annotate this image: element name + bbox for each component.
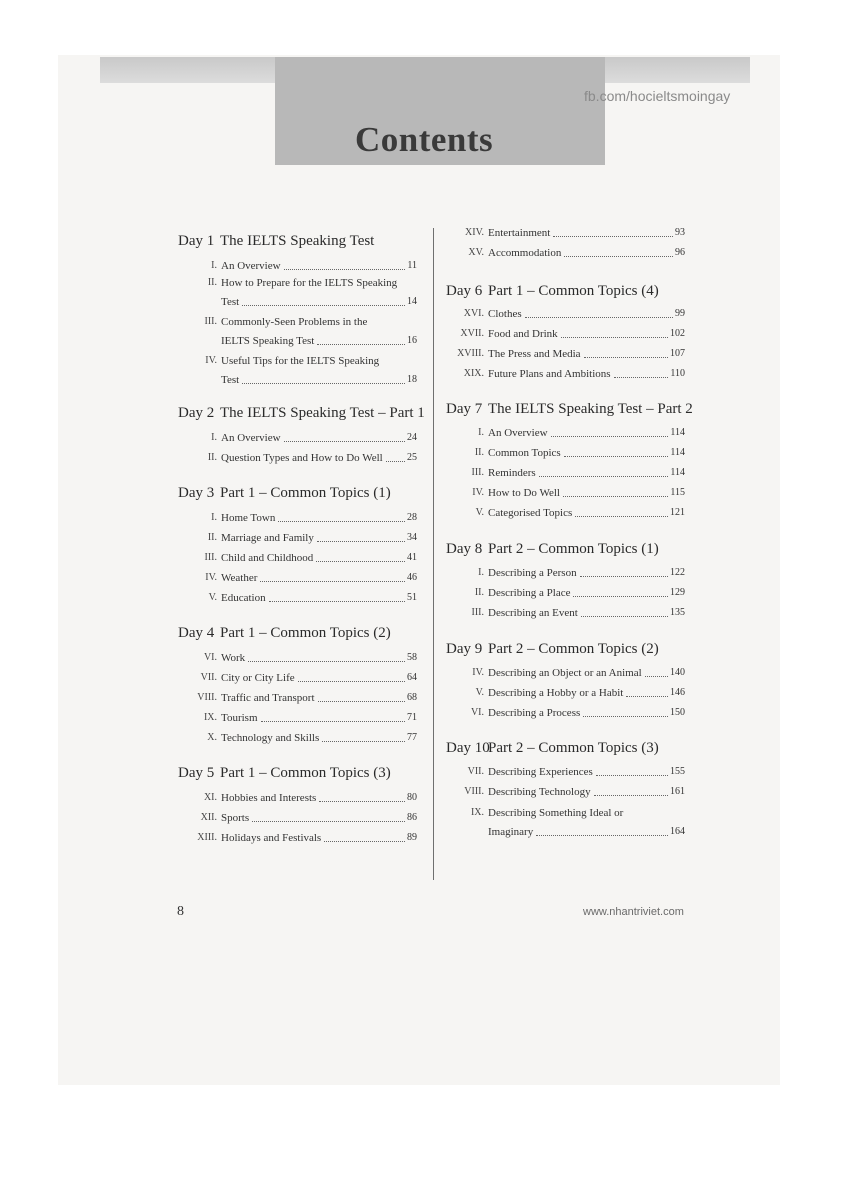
toc-entry-label: Accommodation	[488, 247, 562, 259]
toc-entry-page: 68	[407, 692, 417, 703]
toc-entry-label: Test	[221, 296, 240, 308]
watermark[interactable]: fb.com/hocieltsmoingay	[584, 88, 731, 104]
toc-entry-line	[221, 334, 417, 348]
toc-entry-number: II.	[207, 532, 217, 543]
leader-dots	[242, 383, 405, 384]
toc-entry-page: 41	[407, 552, 417, 563]
toc-entry-label: Traffic and Transport	[221, 692, 315, 704]
toc-entry-label: Reminders	[488, 467, 536, 479]
toc-entry-label: Test	[221, 374, 240, 386]
leader-dots	[298, 681, 405, 682]
toc-entry-page: 114	[670, 447, 685, 458]
page-number: 8	[177, 904, 184, 919]
leader-dots	[573, 596, 668, 597]
toc-entry-label: Describing an Object or an Animal	[488, 667, 642, 679]
toc-day-label: Day 9	[446, 641, 483, 657]
toc-entry-number: I.	[478, 427, 484, 438]
toc-entry-number: III.	[471, 467, 484, 478]
toc-day-title: Part 2 – Common Topics (1)	[488, 541, 659, 557]
toc-entry-line	[221, 276, 417, 290]
toc-entry-label: City or City Life	[221, 672, 295, 684]
toc-entry[interactable]	[475, 506, 685, 520]
toc-entry-page: 129	[670, 587, 685, 598]
toc-day-heading	[178, 764, 391, 782]
toc-day-title: Part 1 – Common Topics (4)	[488, 283, 659, 299]
toc-entry[interactable]	[475, 686, 685, 700]
toc-entry[interactable]	[207, 731, 417, 745]
toc-day-heading	[446, 282, 659, 300]
toc-entry-page: 110	[670, 368, 685, 379]
leader-dots	[563, 496, 668, 497]
toc-entry-number: VII.	[200, 672, 217, 683]
toc-entry-number: II.	[207, 277, 217, 288]
toc-entry-page: 46	[407, 572, 417, 583]
toc-entry-number: I.	[211, 260, 217, 271]
toc-entry[interactable]	[204, 551, 417, 565]
leader-dots	[316, 561, 405, 562]
toc-entry[interactable]	[457, 347, 685, 361]
toc-entry-page: 102	[670, 328, 685, 339]
toc-day-heading	[178, 404, 425, 422]
toc-entry[interactable]	[203, 791, 417, 805]
toc-entry-page: 121	[670, 507, 685, 518]
toc-entry-page: 146	[670, 687, 685, 698]
toc-entry-number: II.	[474, 587, 484, 598]
toc-day-heading	[446, 400, 693, 418]
toc-entry-label: Imaginary	[488, 826, 534, 838]
page-title: Contents	[355, 120, 494, 159]
leader-dots	[561, 337, 668, 338]
toc-entry-page: 71	[407, 712, 417, 723]
toc-entry-page: 28	[407, 512, 417, 523]
toc-entry-number: IV.	[472, 487, 484, 498]
leader-dots	[317, 541, 405, 542]
toc-entry-number: IV.	[205, 355, 217, 366]
toc-entry-label: Work	[221, 652, 246, 664]
toc-entry-number: V.	[475, 687, 484, 698]
toc-entry-label: Child and Childhood	[221, 552, 314, 564]
toc-entry[interactable]	[197, 831, 417, 845]
toc-entry-label: Future Plans and Ambitions	[488, 368, 611, 380]
toc-entry-label: Weather	[221, 572, 258, 584]
toc-entry-number: II.	[474, 447, 484, 458]
toc-day-title: Part 1 – Common Topics (3)	[220, 765, 391, 781]
toc-day-label: Day 4	[178, 625, 215, 641]
toc-entry-page: 114	[670, 467, 685, 478]
toc-entry-page: 96	[675, 247, 685, 258]
toc-entry[interactable]	[200, 811, 417, 825]
toc-entry[interactable]	[470, 706, 685, 720]
toc-entry-number: XIII.	[197, 832, 217, 843]
leader-dots	[242, 305, 405, 306]
toc-entry[interactable]	[471, 606, 685, 620]
toc-entry-label: An Overview	[221, 260, 281, 272]
toc-entry[interactable]	[474, 586, 685, 600]
toc-day-label: Day 1	[178, 233, 215, 249]
toc-entry-page: 114	[670, 427, 685, 438]
toc-entry-label: Commonly-Seen Problems in the	[221, 316, 368, 328]
leader-dots	[386, 461, 405, 462]
toc-entry[interactable]	[463, 307, 685, 321]
toc-entry-number: VI.	[203, 652, 217, 663]
toc-entry-label: Describing a Hobby or a Habit	[488, 687, 624, 699]
toc-entry[interactable]	[468, 246, 685, 260]
leader-dots	[284, 441, 405, 442]
toc-entry[interactable]	[211, 259, 417, 273]
toc-entry-number: XI.	[203, 792, 217, 803]
toc-entry-page: 93	[675, 227, 685, 238]
toc-entry-label: Categorised Topics	[488, 507, 573, 519]
toc-entry[interactable]	[460, 327, 685, 341]
toc-entry-label: Home Town	[221, 512, 276, 524]
leader-dots	[645, 676, 668, 677]
toc-entry-line	[221, 295, 417, 309]
toc-entry-page: 18	[407, 374, 417, 385]
toc-entry-number: XIX.	[463, 368, 484, 379]
toc-entry-page: 34	[407, 532, 417, 543]
leader-dots	[626, 696, 668, 697]
toc-entry[interactable]	[205, 571, 417, 585]
toc-day-title: The IELTS Speaking Test	[220, 233, 375, 249]
leader-dots	[248, 661, 405, 662]
leader-dots	[594, 795, 668, 796]
toc-entry-number: IV.	[472, 667, 484, 678]
toc-entry-page: 122	[670, 567, 685, 578]
toc-entry-page: 58	[407, 652, 417, 663]
toc-entry[interactable]	[472, 666, 685, 680]
toc-entry[interactable]	[464, 785, 685, 799]
toc-entry-page: 16	[407, 335, 417, 346]
toc-entry-label: Clothes	[488, 308, 522, 320]
toc-entry-number: VIII.	[464, 786, 484, 797]
leader-dots	[525, 317, 673, 318]
toc-entry-page: 11	[407, 260, 417, 271]
toc-day-heading	[178, 624, 391, 642]
toc-entry[interactable]	[207, 451, 417, 465]
toc-entry-page: 14	[407, 296, 417, 307]
leader-dots	[261, 721, 405, 722]
leader-dots	[564, 456, 669, 457]
toc-entry-label: How to Do Well	[488, 487, 560, 499]
toc-entry-label: Sports	[221, 812, 250, 824]
toc-entry[interactable]	[203, 711, 417, 725]
toc-entry-label: Question Types and How to Do Well	[221, 452, 383, 464]
toc-entry-page: 99	[675, 308, 685, 319]
toc-entry-page: 161	[670, 786, 685, 797]
toc-entry-number: V.	[208, 592, 217, 603]
toc-day-heading	[446, 540, 659, 558]
toc-day-title: The IELTS Speaking Test – Part 2	[488, 401, 693, 417]
toc-entry-label: Describing Technology	[488, 786, 591, 798]
toc-entry-page: 115	[670, 487, 685, 498]
toc-day-title: Part 2 – Common Topics (3)	[488, 740, 659, 756]
toc-entry-page: 135	[670, 607, 685, 618]
toc-entry-page: 164	[670, 826, 685, 837]
toc-entry[interactable]	[204, 315, 417, 348]
toc-entry-number: XIV.	[465, 227, 484, 238]
toc-entry-line	[221, 315, 417, 329]
leader-dots	[551, 436, 669, 437]
leader-dots	[580, 576, 668, 577]
toc-day-title: Part 1 – Common Topics (2)	[220, 625, 391, 641]
toc-entry[interactable]	[471, 466, 685, 480]
toc-entry-page: 150	[670, 707, 685, 718]
leader-dots	[584, 357, 668, 358]
toc-day-heading	[178, 232, 375, 250]
toc-entry-label: Technology and Skills	[221, 732, 320, 744]
leader-dots	[596, 775, 668, 776]
leader-dots	[317, 344, 405, 345]
toc-entry-number: X.	[207, 732, 217, 743]
toc-entry-label: IELTS Speaking Test	[221, 335, 315, 347]
toc-entry-label: The Press and Media	[488, 348, 581, 360]
toc-entry-label: How to Prepare for the IELTS Speaking	[221, 277, 398, 289]
toc-day-title: Part 2 – Common Topics (2)	[488, 641, 659, 657]
toc-day-label: Day 2	[178, 405, 215, 421]
leader-dots	[536, 835, 668, 836]
toc-entry[interactable]	[467, 765, 685, 779]
toc-entry-label: Education	[221, 592, 266, 604]
toc-entry[interactable]	[200, 671, 417, 685]
toc-entry[interactable]	[211, 431, 417, 445]
toc-entry-number: XVII.	[460, 328, 484, 339]
toc-entry[interactable]	[203, 651, 417, 665]
toc-entry-page: 51	[407, 592, 417, 603]
toc-day-label: Day 7	[446, 401, 483, 417]
leader-dots	[284, 269, 406, 270]
toc-day-label: Day 8	[446, 541, 483, 557]
toc-entry-number: XVI.	[463, 308, 484, 319]
toc-day-label: Day 3	[178, 485, 215, 501]
toc-entry-number: III.	[204, 552, 217, 563]
leader-dots	[614, 377, 669, 378]
toc-entry-label: Describing a Process	[488, 707, 581, 719]
toc-entry-page: 140	[670, 667, 685, 678]
toc-entry[interactable]	[478, 426, 685, 440]
toc-entry-line	[488, 806, 685, 820]
toc-entry[interactable]	[211, 511, 417, 525]
toc-entry-number: V.	[475, 507, 484, 518]
toc-day-heading	[446, 739, 659, 757]
footer-url[interactable]: www.nhantriviet.com	[583, 906, 684, 918]
toc-entry-label: Holidays and Festivals	[221, 832, 322, 844]
leader-dots	[539, 476, 669, 477]
toc-entry-page: 77	[407, 732, 417, 743]
leader-dots	[260, 581, 405, 582]
toc-entry-number: XVIII.	[457, 348, 484, 359]
toc-entry-number: VIII.	[197, 692, 217, 703]
toc-entry-line	[221, 373, 417, 387]
toc-day-title: Part 1 – Common Topics (1)	[220, 485, 391, 501]
toc-entry-number: IX.	[203, 712, 217, 723]
leader-dots	[322, 741, 405, 742]
toc-day-label: Day 6	[446, 283, 483, 299]
toc-entry[interactable]	[463, 367, 685, 381]
toc-entry-label: Describing an Event	[488, 607, 578, 619]
toc-day-title: The IELTS Speaking Test – Part 1	[220, 405, 425, 421]
toc-entry[interactable]	[197, 691, 417, 705]
toc-entry-number: IV.	[205, 572, 217, 583]
column-divider	[433, 228, 434, 880]
toc-day-label: Day 5	[178, 765, 215, 781]
toc-entry-page: 24	[407, 432, 417, 443]
toc-entry-number: II.	[207, 452, 217, 463]
toc-entry[interactable]	[470, 806, 685, 839]
toc-day-heading	[446, 640, 659, 658]
toc-entry-label: Marriage and Family	[221, 532, 314, 544]
toc-entry-page: 89	[407, 832, 417, 843]
toc-entry-label: Hobbies and Interests	[221, 792, 317, 804]
leader-dots	[581, 616, 668, 617]
toc-entry-page: 80	[407, 792, 417, 803]
toc-entry[interactable]	[208, 591, 417, 605]
toc-entry-page: 155	[670, 766, 685, 777]
toc-entry-label: Useful Tips for the IELTS Speaking	[221, 355, 380, 367]
leader-dots	[564, 256, 673, 257]
toc-day-heading	[178, 484, 391, 502]
toc-entry[interactable]	[465, 226, 685, 240]
toc-day-label: Day 10	[446, 740, 490, 756]
toc-entry-label: Describing a Place	[488, 587, 571, 599]
toc-entry[interactable]	[207, 276, 417, 309]
leader-dots	[319, 801, 405, 802]
leader-dots	[583, 716, 668, 717]
toc-entry-label: Common Topics	[488, 447, 561, 459]
leader-dots	[278, 521, 405, 522]
toc-entry-label: Entertainment	[488, 227, 551, 239]
toc-entry-page: 107	[670, 348, 685, 359]
toc-entry-number: III.	[204, 316, 217, 327]
toc-entry-label: Describing Something Ideal or	[488, 807, 624, 819]
toc-entry-label: Describing Experiences	[488, 766, 593, 778]
toc-entry-number: XV.	[468, 247, 484, 258]
toc-entry-number: I.	[211, 512, 217, 523]
toc-entry-label: Tourism	[221, 712, 258, 724]
toc-entry[interactable]	[478, 566, 685, 580]
toc-entry[interactable]	[205, 354, 417, 387]
toc-entry-page: 25	[407, 452, 417, 463]
leader-dots	[575, 516, 668, 517]
toc-entry-number: XII.	[200, 812, 217, 823]
leader-dots	[553, 236, 673, 237]
toc-entry-number: I.	[211, 432, 217, 443]
toc-entry-page: 64	[407, 672, 417, 683]
leader-dots	[318, 701, 405, 702]
toc-entry-line	[488, 825, 685, 839]
toc-entry-number: IX.	[470, 807, 484, 818]
toc-entry[interactable]	[474, 446, 685, 460]
toc-entry-label: An Overview	[488, 427, 548, 439]
toc-entry-label: An Overview	[221, 432, 281, 444]
leader-dots	[252, 821, 405, 822]
toc-entry[interactable]	[207, 531, 417, 545]
toc-entry[interactable]	[472, 486, 685, 500]
toc-entry-page: 86	[407, 812, 417, 823]
toc-entry-number: VI.	[470, 707, 484, 718]
leader-dots	[324, 841, 405, 842]
toc-entry-label: Describing a Person	[488, 567, 577, 579]
toc-entry-number: VII.	[467, 766, 484, 777]
toc-entry-line	[221, 354, 417, 368]
toc-entry-number: III.	[471, 607, 484, 618]
toc-entry-label: Food and Drink	[488, 328, 558, 340]
leader-dots	[269, 601, 405, 602]
toc-entry-number: I.	[478, 567, 484, 578]
